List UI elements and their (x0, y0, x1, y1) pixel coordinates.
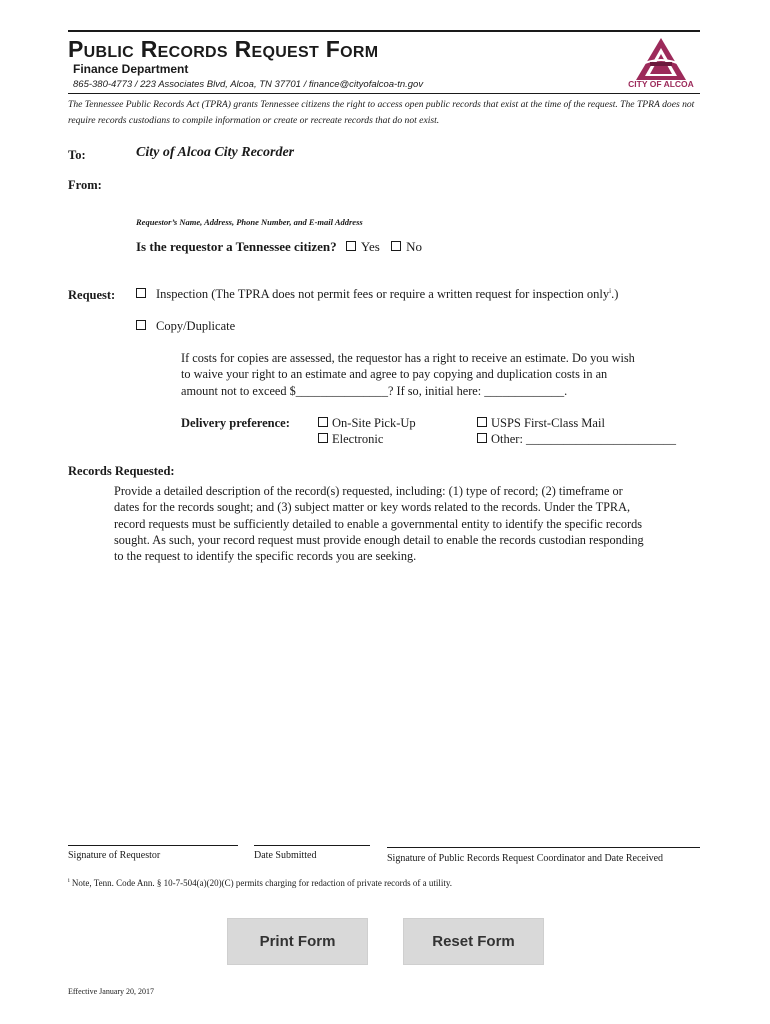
coordinator-signature-line[interactable] (387, 847, 700, 848)
requestor-info-caption: Requestor’s Name, Address, Phone Number, and E-mail Address (136, 217, 363, 227)
department-contact: 865-380-4773 / 223 Associates Blvd, Alcoa, TN 37701 / finance@cityofalcoa-tn.gov (73, 79, 424, 90)
date-submitted-line[interactable] (254, 845, 370, 846)
date-submitted-label: Date Submitted (254, 850, 317, 861)
footnote (68, 878, 452, 888)
delivery-onsite-label: On-Site Pick-Up (332, 416, 416, 430)
records-line: dates for the records sought; and (3) subject matter or key words related to the records. Under the TPRA, (114, 500, 631, 515)
logo-text: CITY OF ALCOA (628, 79, 694, 89)
inspection-footnote-mark: i (609, 287, 612, 295)
records-line: to the request to identify the specific records you are seeking. (114, 549, 417, 564)
requestor-signature-label: Signature of Requestor (68, 850, 161, 861)
effective-date: Effective January 20, 2017 (68, 987, 155, 996)
delivery-other-label[interactable]: Other: ________________________ (491, 432, 677, 446)
header-top-rule (68, 30, 700, 32)
delivery-other-checkbox[interactable] (477, 433, 487, 443)
department-name: Finance Department (73, 62, 189, 76)
inspection-option (136, 287, 618, 302)
print-form-button[interactable]: Print Form (227, 918, 368, 965)
delivery-usps-option (477, 416, 605, 431)
records-request-field[interactable] (114, 570, 700, 835)
delivery-onsite-option (318, 416, 416, 431)
citizen-yes-checkbox[interactable] (346, 241, 356, 251)
estimate-line-1: If costs for copies are assessed, the requestor has a right to receive an estimate. Do you wish (181, 351, 635, 365)
city-of-alcoa-logo (624, 36, 698, 92)
records-requested-label: Records Requested: (68, 464, 175, 478)
inspection-checkbox[interactable] (136, 288, 146, 298)
records-line: sought. As such, your record request must provide enough detail to enable the records custodian responding (114, 532, 644, 547)
footnote-mark: i (68, 878, 70, 884)
intro-text: The Tennessee Public Records Act (TPRA) grants Tennessee citizens the right to access open public records that exist at the time of the request. The TPRA does not require records custodians to compile information or create or recreate records that do not exist. (68, 99, 695, 126)
delivery-other-option (477, 432, 676, 447)
delivery-electronic-option (318, 432, 383, 447)
citizen-yes-label: Yes (360, 239, 380, 254)
copy-text: Copy/Duplicate (156, 319, 236, 333)
requestor-signature-line[interactable] (68, 845, 238, 846)
citizen-no-label: No (406, 239, 422, 254)
header-bottom-rule (68, 93, 700, 94)
delivery-electronic-label: Electronic (332, 432, 384, 446)
delivery-usps-label: USPS First-Class Mail (491, 416, 605, 430)
reset-form-button[interactable]: Reset Form (403, 918, 544, 965)
copy-checkbox[interactable] (136, 320, 146, 330)
records-description (114, 483, 644, 564)
delivery-electronic-checkbox[interactable] (318, 433, 328, 443)
form-title: Public Records Request Form (68, 36, 379, 62)
estimate-paragraph (181, 350, 635, 399)
copy-option (136, 319, 235, 334)
citizen-no-checkbox[interactable] (391, 241, 401, 251)
to-recipient: City of Alcoa City Recorder (136, 145, 295, 160)
footnote-text: Note, Tenn. Code Ann. § 10-7-504(a)(20)(C) permits charging for redaction of private records of a utility. (71, 878, 453, 888)
inspection-text-end: .) (611, 287, 619, 302)
estimate-line-3[interactable]: amount not to exceed $_______________? If so, initial here: _____________. (181, 383, 568, 398)
from-label[interactable]: From: (68, 178, 102, 192)
citizen-question: Is the requestor a Tennessee citizen? (136, 239, 337, 254)
citizen-question-row (136, 239, 422, 255)
request-label: Request: (68, 288, 116, 302)
delivery-usps-checkbox[interactable] (477, 417, 487, 427)
to-label: To: (68, 148, 86, 162)
records-line: Provide a detailed description of the record(s) requested, including: (1) type of record; (2) timeframe or (114, 484, 623, 498)
delivery-label: Delivery preference: (181, 416, 290, 430)
records-line: record requests must be sufficiently detailed to enable a governmental entity to identify the specific records (114, 516, 643, 531)
estimate-line-2: to waive your right to an estimate and agree to pay copying and duplication costs in an (181, 367, 608, 382)
delivery-onsite-checkbox[interactable] (318, 417, 328, 427)
inspection-text: Inspection (The TPRA does not permit fees or require a written request for inspection only (156, 287, 610, 302)
coordinator-signature-label: Signature of Public Records Request Coordinator and Date Received (387, 853, 664, 864)
